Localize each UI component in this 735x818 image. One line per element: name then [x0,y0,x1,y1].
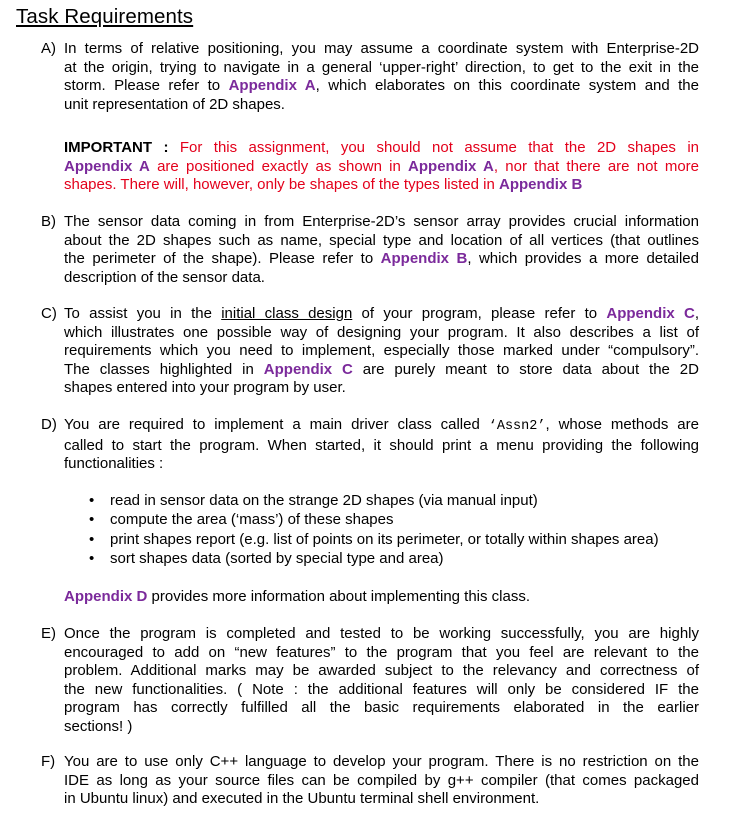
page-title: Task Requirements [16,5,194,28]
text-line: the new functionalities. ( Note : the additional features will only be considered IF the [64,680,699,698]
text-line: shapes. There will, however, only be shapes of the types listed in Appendix B [64,176,583,194]
text-line: called to start the program. When started, it should print a menu providing the following [64,436,699,454]
text-line: program has correctly fulfilled all the basic requirements elaborated in the earlier [64,699,699,717]
appendix-ref: Appendix C [606,305,695,322]
text-line: unit representation of 2D shapes. [64,95,285,113]
appendix-ref: Appendix A [228,77,316,95]
important-note [64,139,699,195]
text-line: requirements which you need to implement, especially those marked under “compulsory”. [64,342,699,360]
text-line: Appendix A are positioned exactly as shown in Appendix A, nor that there are not more [64,157,699,175]
text-line: problem. Additional marks may be awarded subject to the relevancy and correctness of [64,662,699,680]
bullet-list [89,491,659,568]
item-label: A) [41,40,56,57]
text-line: encouraged to add on “new features” to the program that you feel are relevant to the [64,643,699,661]
list-item: • compute the area (‘mass’) of these shapes [89,511,394,529]
text-line: You are to use only C++ language to develop your program. There is no restriction on the [64,753,699,770]
item-label: E) [41,625,56,642]
text-line: in Ubuntu linux) and executed in the Ubuntu terminal shell environment. [64,790,540,808]
text-line: sections! ) [64,717,133,735]
text-line: about the 2D shapes such as name, special type and location of all vertices (that outlines [64,231,699,249]
item-label: D) [41,416,57,433]
important-label: IMPORTANT : [64,139,169,156]
text-line: description of the sensor data. [64,268,265,286]
appendix-ref: Appendix B [380,250,468,268]
list-item: • sort shapes data (sorted by special type and area) [89,549,444,567]
text-line: In terms of relative positioning, you may assume a coordinate system with Enterprise-2D [64,40,699,57]
text-line: You are required to implement a main driver class called ‘Assn2’, whose methods are [64,416,699,434]
text-line: storm. Please refer to Appendix A, which elaborates on this coordinate system and the [64,77,699,95]
text-line: Once the program is completed and tested to be working successfully, you are highly [64,625,699,642]
item-label: C) [41,305,57,322]
item-label: B) [41,213,56,230]
text-line: Appendix D provides more information about implementing this class. [64,588,531,605]
text-line: IMPORTANT : For this assignment, you should not assume that the 2D shapes in [64,139,700,156]
text-line: at the origin, trying to navigate in a general ‘upper-right’ direction, to get to the exit in the [64,58,699,76]
text-line: functionalities : [64,455,164,473]
text-line: which illustrates one possible way of designing your program. It also describes a list of [64,323,699,341]
text-line: shapes entered into your program by user. [64,379,346,397]
text-line: The classes highlighted in Appendix C are purely meant to store data about the 2D [64,360,699,378]
text-line: the perimeter of the shape). Please refer to Appendix B, which provides a more detailed [64,250,699,268]
text-line: The sensor data coming in from Enterprise-2D’s sensor array provides crucial information [64,213,699,230]
item-label: F) [41,753,56,770]
list-item: • print shapes report (e.g. list of points on its perimeter, or totally within shapes area) [89,530,659,548]
text-line: To assist you in the initial class design of your program, please refer to Appendix C, [64,305,699,322]
class-name: ‘Assn2’ [488,419,546,434]
appendix-ref: Appendix C [263,360,353,378]
list-item: • read in sensor data on the strange 2D shapes (via manual input) [89,492,538,509]
appendix-ref: Appendix D [64,588,148,605]
text-line: IDE as long as your source files can be compiled by g++ compiler (that comes packaged [64,771,699,789]
